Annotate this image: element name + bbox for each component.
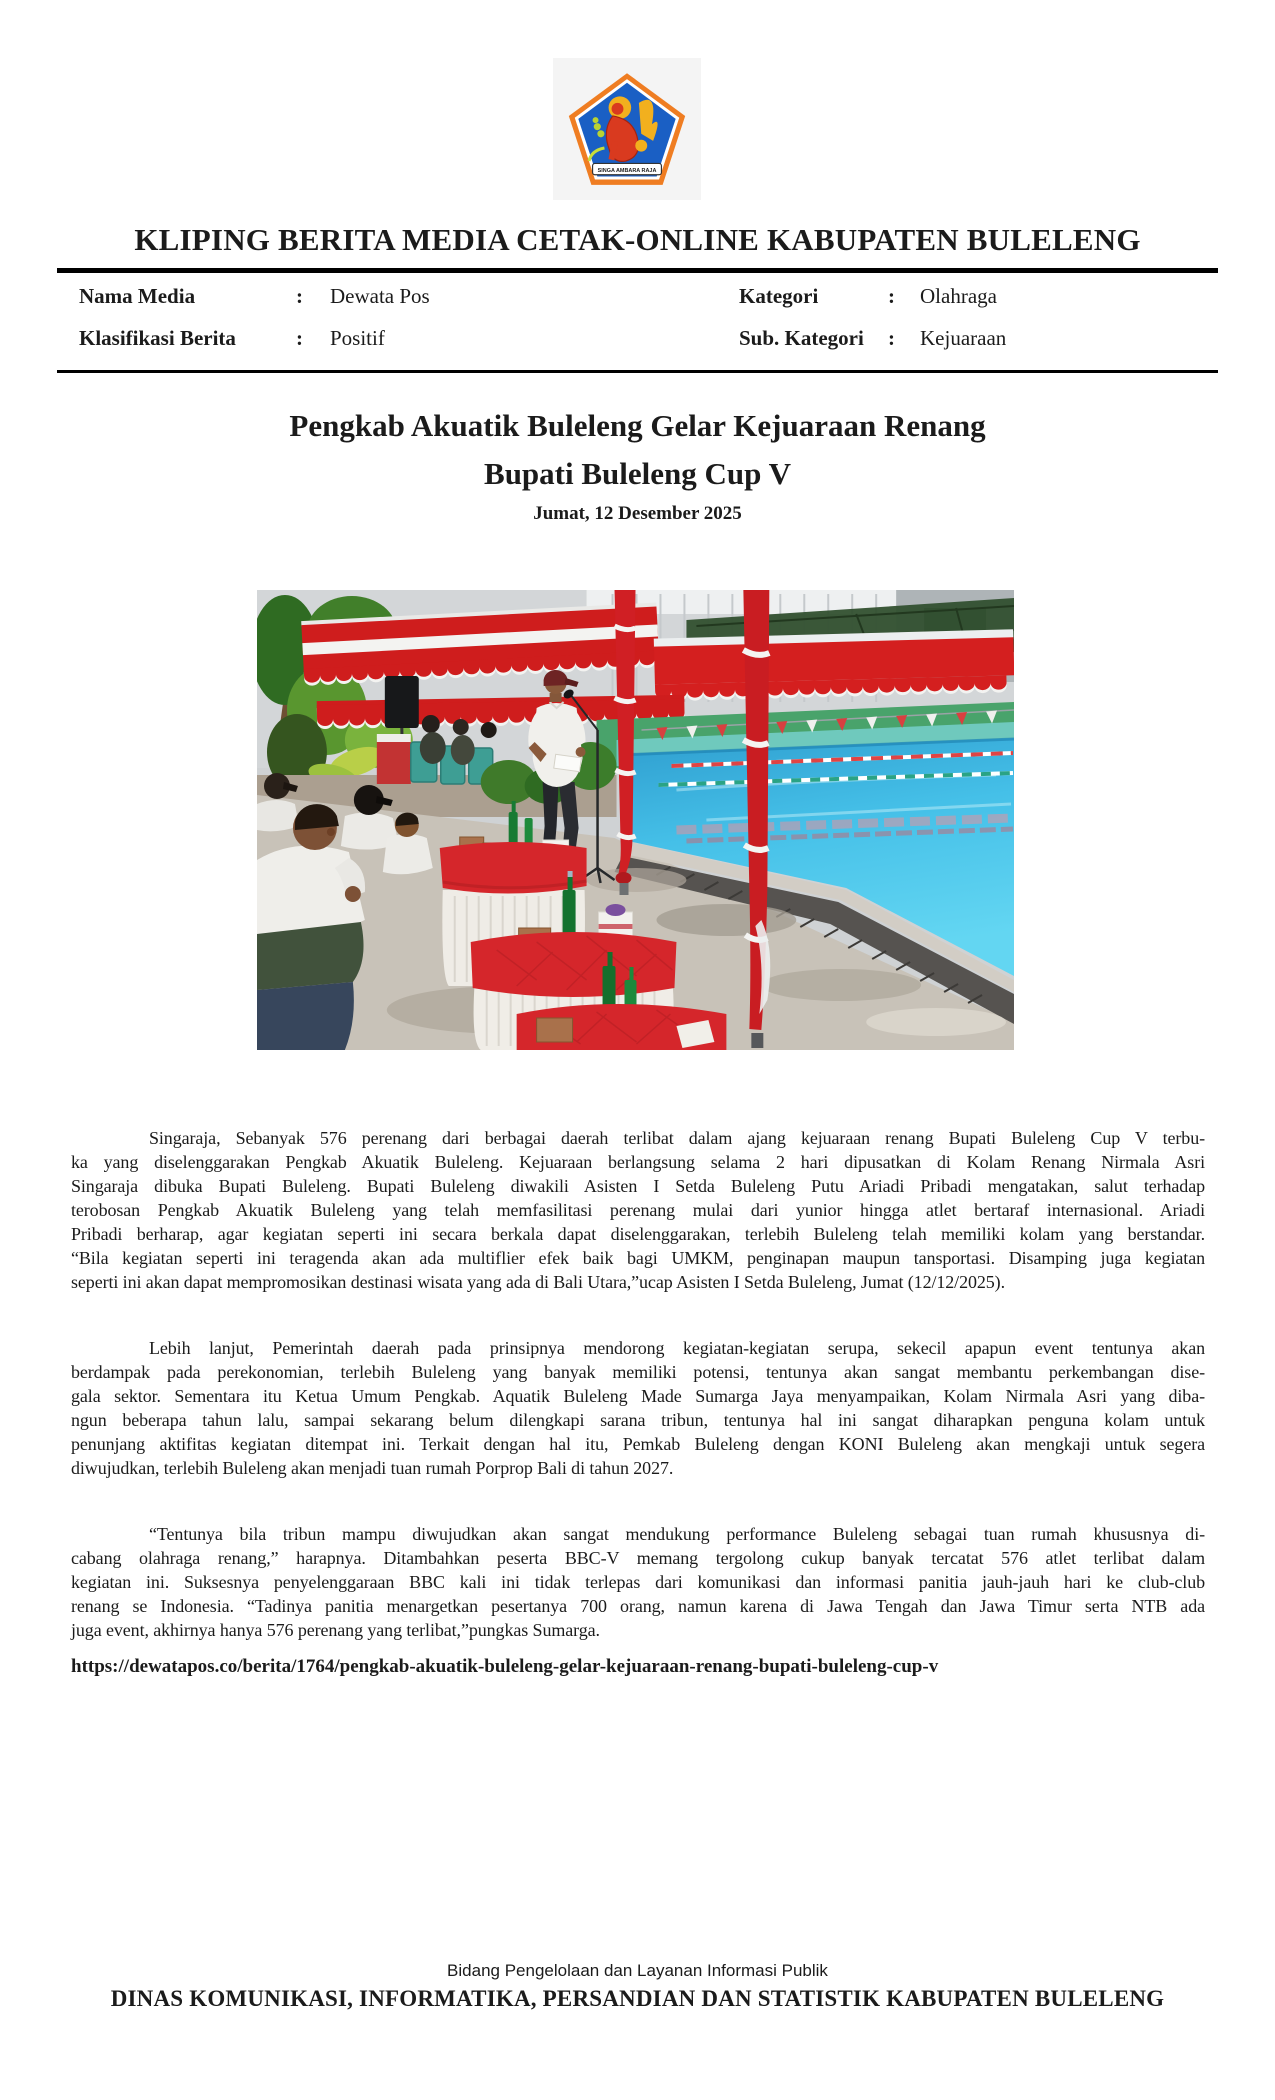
article-date: Jumat, 12 Desember 2025 <box>533 503 742 524</box>
buleleng-emblem-logo <box>553 58 701 200</box>
meta-value-klasifikasi: Positif <box>330 326 385 350</box>
pool-event-photo-illustration <box>257 590 1014 1050</box>
body-line: Lebih lanjut, Pemerintah daerah pada prinsipnya mendorong kegiatan-kegiatan serupa, sekecil apapun event tentunya akan <box>149 1338 1205 1358</box>
body-line: ngun beberapa tahun lalu, sampai sekarang belum dilengkapi sarana tribun, tentunya hal ini sangat diharapkan penguna kolam untuk <box>71 1410 1205 1430</box>
article-body <box>71 1126 1205 1684</box>
paragraph-2 <box>71 1336 1205 1480</box>
meta-label-nama-media: Nama Media <box>79 284 196 308</box>
body-line: berdampak pada perekonomian, terlebih Buleleng yang banyak memiliki potensi, tentunya akan sangat membantu perkembangan dise- <box>71 1362 1205 1382</box>
header-divider-bottom <box>57 370 1218 373</box>
body-line: juga event, akhirnya hanya 576 perenang yang terlibat,”pungkas Sumarga. <box>71 1620 600 1640</box>
body-line: renang se Indonesia. “Tadinya panitia menargetkan pesertanya 700 orang, namun karena di Jawa Tengah dan Jawa Timur serta NTB ada <box>71 1596 1205 1616</box>
body-line: Singaraja dibuka Bupati Buleleng. Bupati Buleleng diwakili Asisten I Setda Buleleng Putu Ariadi Pribadi mengatakan, salut terhadap <box>71 1176 1205 1196</box>
meta-colon: : <box>888 326 895 350</box>
paragraph-3 <box>71 1522 1205 1642</box>
paragraph-1 <box>71 1126 1205 1294</box>
footer-division: Bidang Pengelolaan dan Layanan Informasi Publik <box>447 1961 828 1980</box>
emblem-banner-text: SINGA AMBARA RAJA <box>597 167 657 174</box>
body-line: terobosan Pengkab Akuatik Buleleng yang telah memfasilitasi perenang mulai dari yunior hingga atlet bertaraf internasional. Ariadi <box>71 1200 1205 1220</box>
meta-colon: : <box>296 284 303 308</box>
source-url-link[interactable]: https://dewatapos.co/berita/1764/pengkab-akuatik-buleleng-gelar-kejuaraan-renang-bupati-buleleng-cup-v <box>71 1656 939 1677</box>
meta-colon: : <box>888 284 895 308</box>
body-line: cabang olahraga renang,” harapnya. Ditambahkan peserta BBC-V memang tergolong cukup banyak tercatat 576 atlet terlibat dalam <box>71 1548 1205 1568</box>
body-line: “Bila kegiatan seperti ini teragenda akan ada multiflier efek baik bagi UMKM, penginapan maupun tansportasi. Disamping juga kegiatan <box>71 1248 1205 1268</box>
footer-agency: DINAS KOMUNIKASI, INFORMATIKA, PERSANDIAN DAN STATISTIK KABUPATEN BULELENG <box>110 1986 1165 2011</box>
body-line: diwujudkan, terlebih Buleleng akan menjadi tuan rumah Porprop Bali di tahun 2027. <box>71 1458 674 1478</box>
meta-label-klasifikasi: Klasifikasi Berita <box>79 326 236 350</box>
body-line: Pribadi berharap, agar kegiatan seperti ini secara berkala dapat diselenggarakan, terlebih Buleleng telah memiliki kolam yang berstandar. <box>71 1224 1205 1244</box>
article-title-line2: Bupati Buleleng Cup V <box>484 456 791 491</box>
body-line: “Tentunya bila tribun mampu diwujudkan akan sangat mendukung performance Buleleng sebagai tuan rumah khususnya di- <box>149 1524 1205 1544</box>
body-line: kegiatan ini. Suksesnya penyelenggaraan BBC kali ini tidak terlepas dari komunikasi dan informasi panitia jauh-jauh hari ke club-club <box>71 1572 1205 1592</box>
meta-value-sub-kategori: Kejuaraan <box>920 326 1007 350</box>
meta-value-nama-media: Dewata Pos <box>330 284 430 308</box>
header-divider-top <box>57 268 1218 273</box>
article-title-line1: Pengkab Akuatik Buleleng Gelar Kejuaraan Renang <box>289 408 986 443</box>
meta-label-sub-kategori: Sub. Kategori <box>739 326 864 350</box>
meta-value-kategori: Olahraga <box>920 284 997 308</box>
body-line: Singaraja, Sebanyak 576 perenang dari berbagai daerah terlibat dalam ajang kejuaraan renang Bupati Buleleng Cup V terbu- <box>149 1128 1205 1148</box>
body-line: penunjang aktifitas kegiatan ditempat ini. Terkait dengan hal itu, Pemkab Buleleng dengan KONI Buleleng akan mengkaji untuk segera <box>71 1434 1205 1454</box>
meta-label-kategori: Kategori <box>739 284 819 308</box>
singa-ambara-raja-icon <box>567 72 687 186</box>
article-photo <box>257 590 1014 1050</box>
meta-colon: : <box>296 326 303 350</box>
body-line: seperti ini akan dapat mempromosikan destinasi wisata yang ada di Bali Utara,”ucap Asisten I Setda Buleleng, Jumat (12/12/2025). <box>71 1272 1005 1292</box>
body-line: gala sektor. Sementara itu Ketua Umum Pengkab. Aquatik Buleleng Made Sumarga Jaya menyampaikan, Kolam Nirmala Asri yang diba- <box>71 1386 1205 1406</box>
body-line: ka yang diselenggarakan Pengkab Akuatik Buleleng. Kejuaraan berlangsung selama 2 hari dipusatkan di Kolam Renang Nirmala Asri <box>71 1152 1205 1172</box>
page-title: KLIPING BERITA MEDIA CETAK-ONLINE KABUPATEN BULELENG <box>134 222 1141 257</box>
